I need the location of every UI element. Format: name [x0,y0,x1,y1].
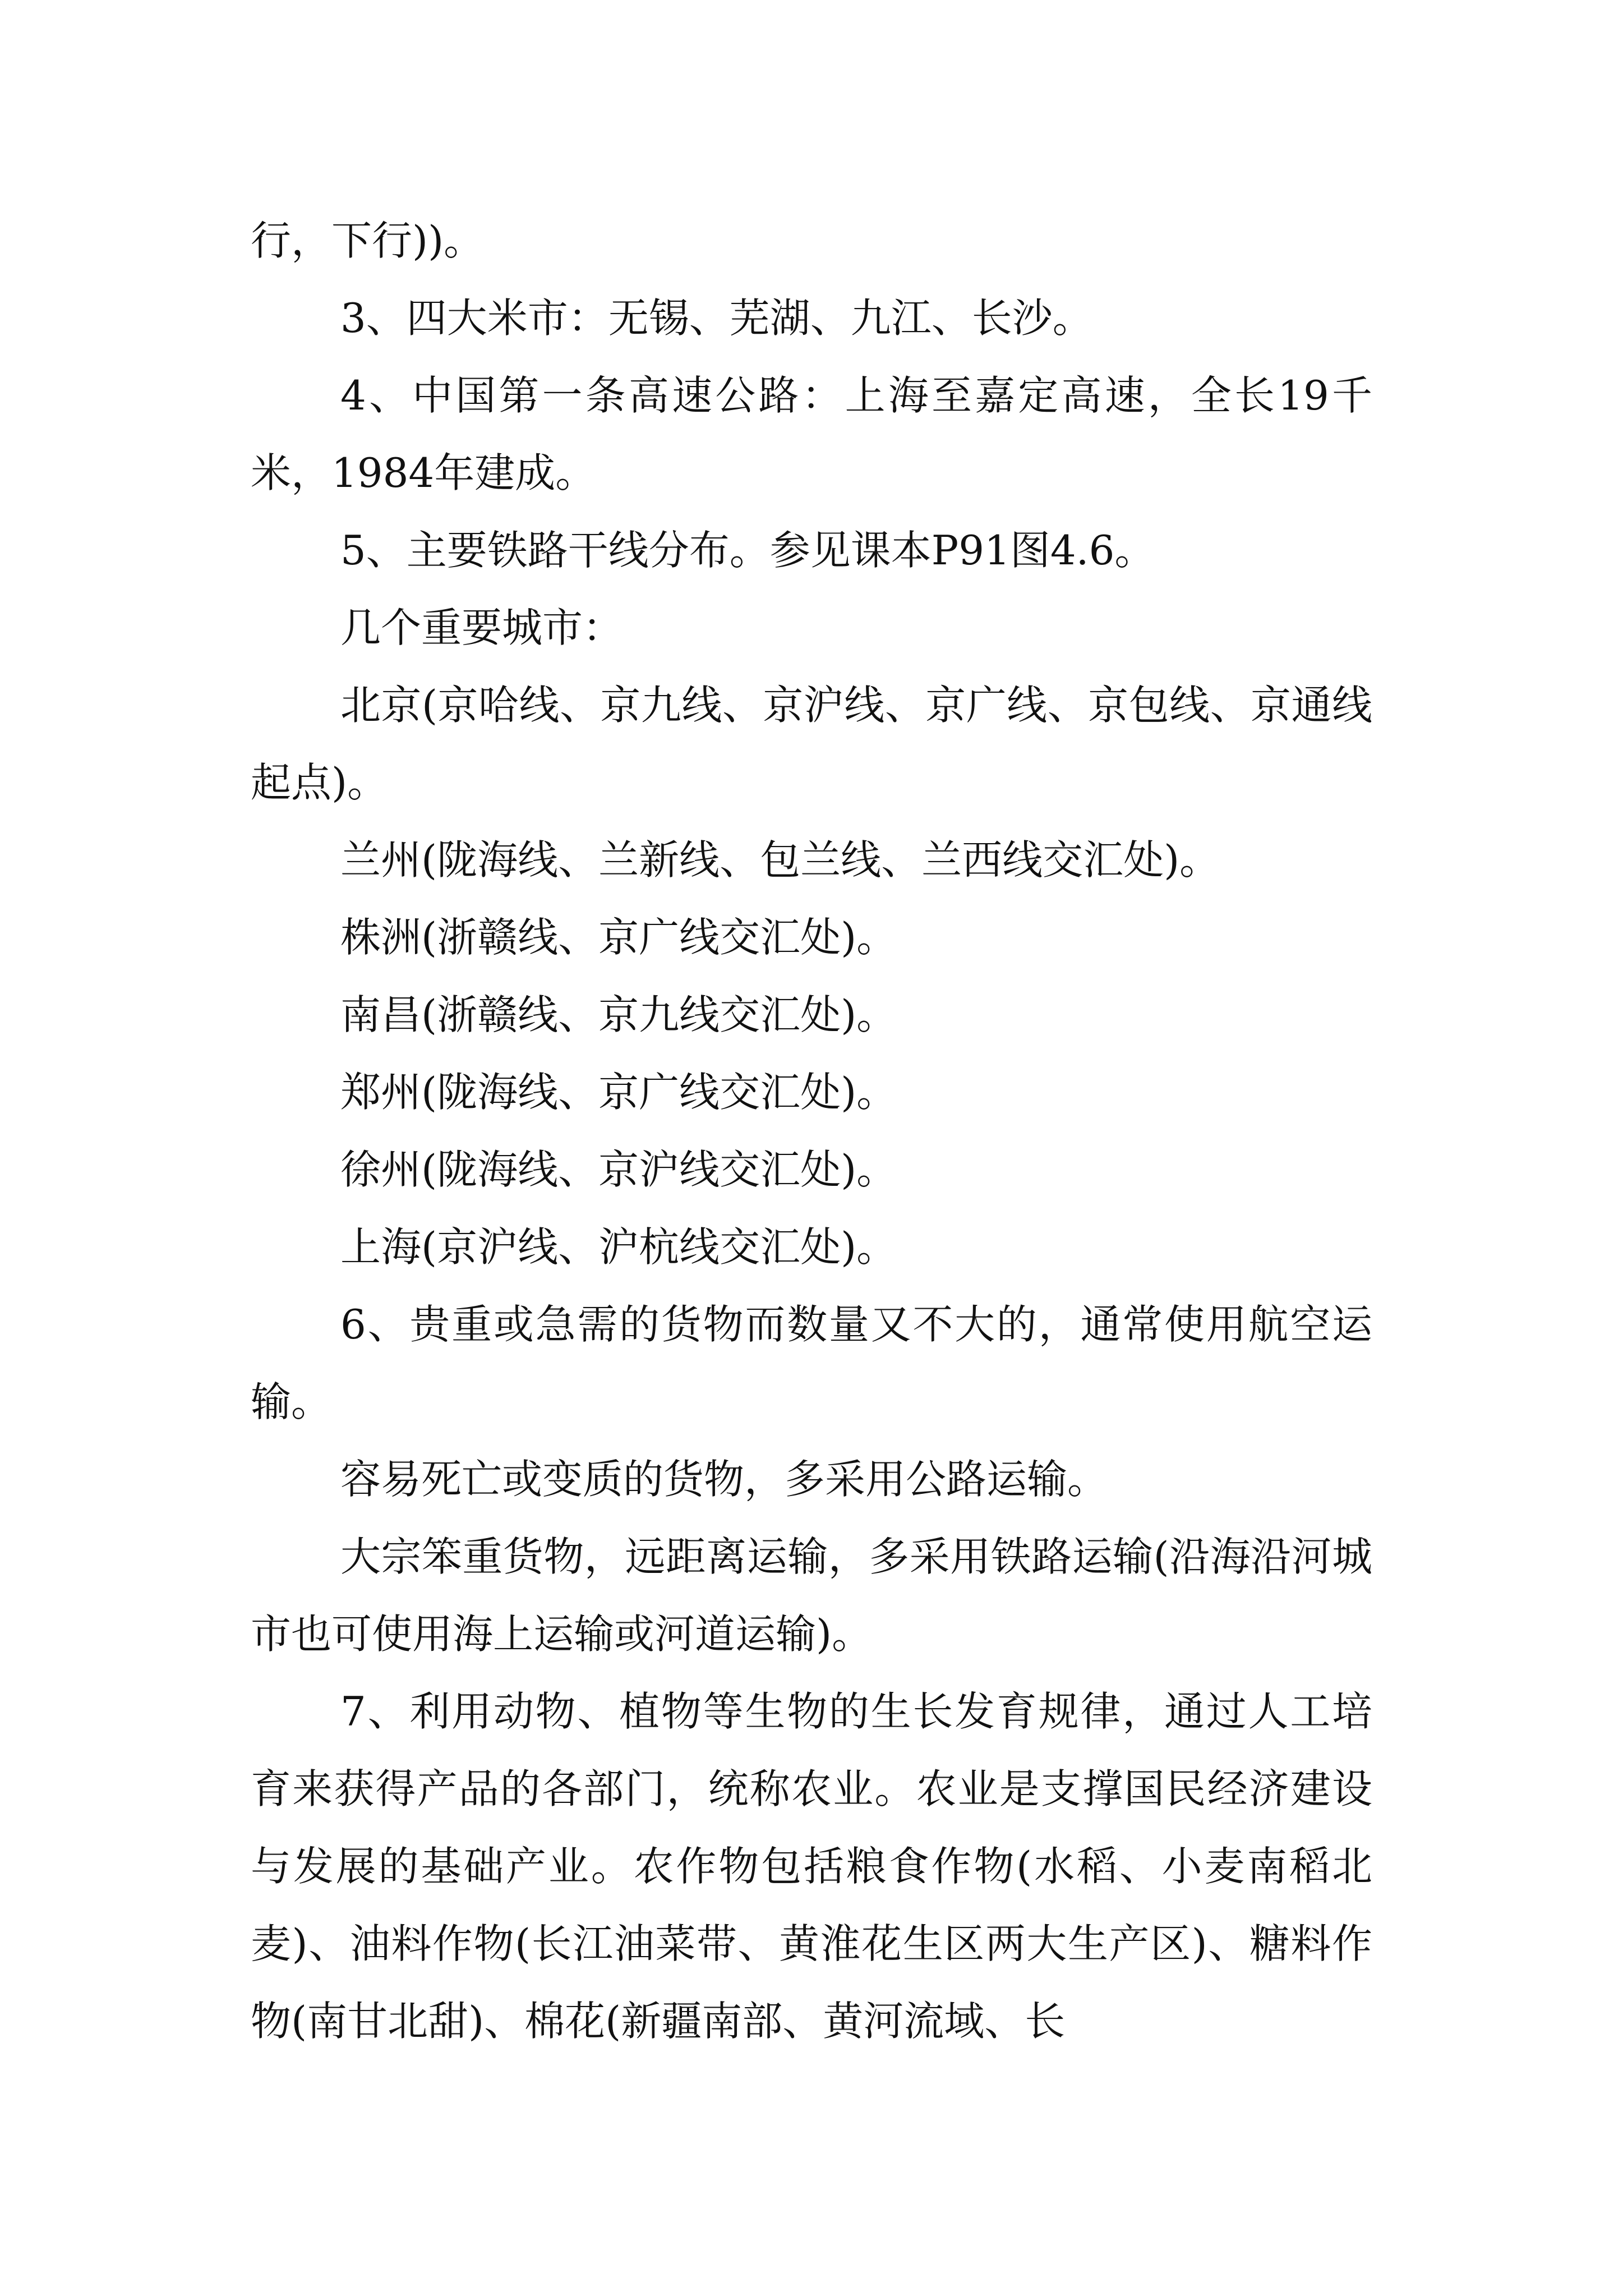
paragraph-city-beijing: 北京(京哈线、京九线、京沪线、京广线、京包线、京通线起点)。 [251,682,1372,806]
paragraph-agriculture: 7、利用动物、植物等生物的生长发育规律，通过人工培育来获得产品的各部门，统称农业。农业是支撑国民经济建设与发展的基础产业。农作物包括粮食作物(水稻、小麦南稻北麦)、油料作物(长江油菜带、黄淮花生区两大生产区)、糖料作物(南甘北甜)、棉花(新疆南部、黄河流域、长 [251,1688,1372,2045]
paragraph-road-transport: 容易死亡或变质的货物，多采用公路运输。 [340,1456,1108,1503]
paragraph-city-zhengzhou: 郑州(陇海线、京广线交汇处)。 [340,1069,897,1116]
paragraph-continuation: 行，下行))。 [251,217,485,264]
paragraph-city-shanghai: 上海(京沪线、沪杭线交汇处)。 [340,1223,897,1271]
paragraph-city-zhuzhou: 株洲(浙赣线、京广线交汇处)。 [340,914,897,961]
document-body [251,202,1372,2060]
paragraph-rice-markets: 3、四大米市：无锡、芜湖、九江、长沙。 [340,295,1093,342]
paragraph-important-cities-heading: 几个重要城市： [340,604,624,651]
paragraph-railway-lines: 5、主要铁路干线分布。参见课本P91图4.6。 [340,527,1155,574]
paragraph-rail-transport: 大宗笨重货物，远距离运输，多采用铁路运输(沿海沿河城市也可使用海上运输或河道运输)。 [251,1533,1372,1658]
paragraph-city-nanchang: 南昌(浙赣线、京九线交汇处)。 [340,991,897,1038]
paragraph-city-xuzhou: 徐州(陇海线、京沪线交汇处)。 [340,1146,897,1193]
paragraph-city-lanzhou: 兰州(陇海线、兰新线、包兰线、兰西线交汇处)。 [340,836,1220,884]
paragraph-first-highway: 4、中国第一条高速公路：上海至嘉定高速，全长19千米，1984年建成。 [251,372,1372,496]
paragraph-air-transport: 6、贵重或急需的货物而数量又不大的，通常使用航空运输。 [251,1301,1372,1425]
